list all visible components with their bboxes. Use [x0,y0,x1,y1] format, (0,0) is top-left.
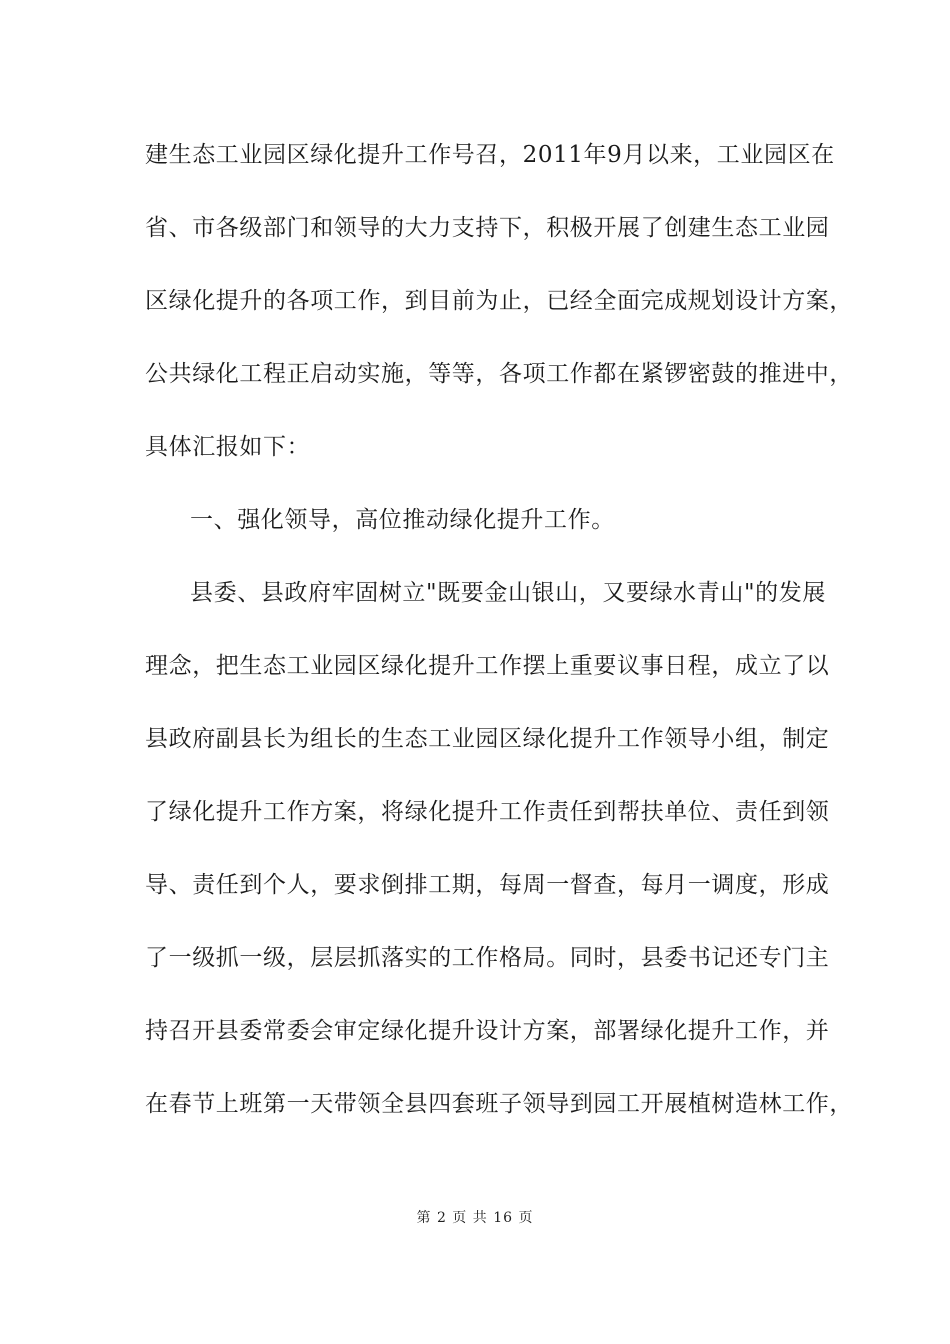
body-text-line: 理念，把生态工业园区绿化提升工作摆上重要议事日程，成立了以 [145,653,830,679]
body-text-line: 区绿化提升的各项工作，到目前为止，已经全面完成规划设计方案， [145,288,853,314]
body-text-line: 在春节上班第一天带领全县四套班子领导到园工开展植树造林工作， [145,1091,853,1117]
body-text-line: 了绿化提升工作方案，将绿化提升工作责任到帮扶单位、责任到领 [145,799,830,825]
body-text-line: 公共绿化工程正启动实施，等等，各项工作都在紧锣密鼓的推进中， [145,361,853,387]
body-text-line: 县委、县政府牢固树立"既要金山银山，又要绿水青山"的发展 [190,580,826,606]
body-text-line: 了一级抓一级，层层抓落实的工作格局。同时，县委书记还专门主 [145,945,830,971]
body-text-line: 具体汇报如下： [145,434,311,460]
body-text-line: 导、责任到个人，要求倒排工期，每周一督查，每月一调度，形成 [145,872,830,898]
body-text-line: 县政府副县长为组长的生态工业园区绿化提升工作领导小组，制定 [145,726,830,752]
body-text-line: 建生态工业园区绿化提升工作号召，2011年9月以来，工业园区在 [145,142,835,168]
section-heading: 一、强化领导，高位推动绿化提升工作。 [190,507,615,533]
body-text-line: 省、市各级部门和领导的大力支持下，积极开展了创建生态工业园 [145,215,830,241]
page-footer [0,1208,950,1228]
page-number-label: 第 2 页 共 16 页 [416,1210,534,1226]
body-text-line: 持召开县委常委会审定绿化提升设计方案，部署绿化提升工作，并 [145,1018,830,1044]
